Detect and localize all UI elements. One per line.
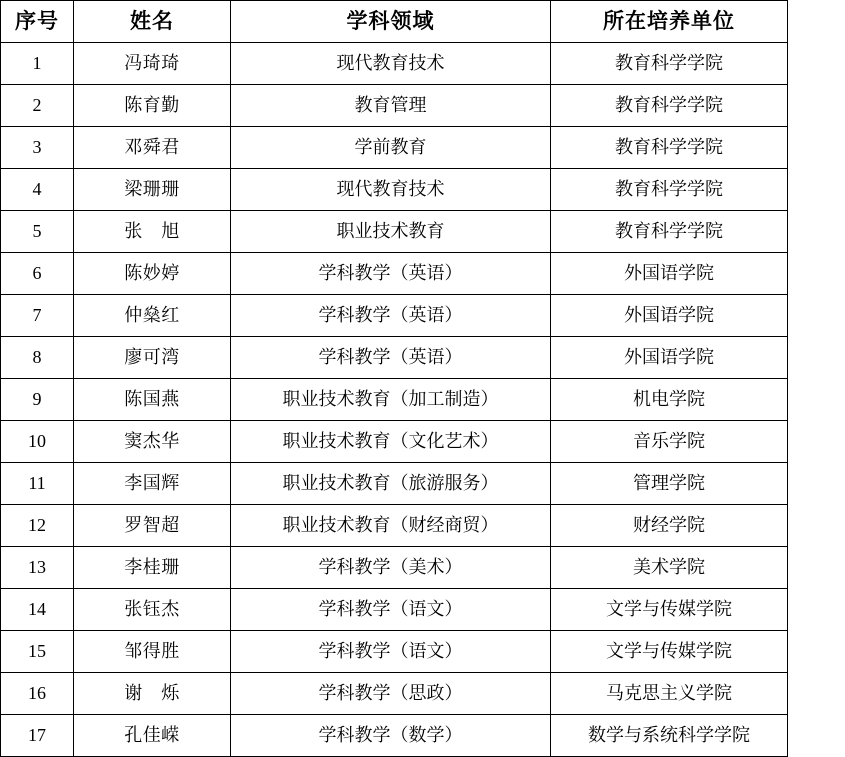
cell-index: 4: [1, 169, 74, 211]
cell-name: 廖可湾: [74, 337, 231, 379]
table-row: [1, 505, 788, 547]
table-row: [1, 43, 788, 85]
cell-name: 谢 烁: [74, 673, 231, 715]
column-header-field: 学科领域: [231, 1, 551, 43]
table-row: [1, 211, 788, 253]
cell-field: 现代教育技术: [231, 43, 551, 85]
cell-index: 13: [1, 547, 74, 589]
cell-field: 职业技术教育（加工制造）: [231, 379, 551, 421]
table-row: [1, 295, 788, 337]
cell-name: 陈国燕: [74, 379, 231, 421]
table-row: [1, 631, 788, 673]
cell-name: 邓舜君: [74, 127, 231, 169]
table-row: [1, 337, 788, 379]
cell-unit: 数学与系统科学学院: [551, 715, 788, 757]
cell-index: 7: [1, 295, 74, 337]
cell-unit: 机电学院: [551, 379, 788, 421]
cell-index: 16: [1, 673, 74, 715]
table-row: [1, 127, 788, 169]
cell-unit: 文学与传媒学院: [551, 631, 788, 673]
cell-name: 罗智超: [74, 505, 231, 547]
table-body: [1, 43, 788, 757]
cell-index: 5: [1, 211, 74, 253]
cell-name: 张钰杰: [74, 589, 231, 631]
cell-field: 学科教学（语文）: [231, 631, 551, 673]
cell-name: 陈妙婷: [74, 253, 231, 295]
cell-unit: 教育科学学院: [551, 169, 788, 211]
table-header: [1, 1, 788, 43]
cell-index: 14: [1, 589, 74, 631]
cell-field: 学科教学（语文）: [231, 589, 551, 631]
table-row: [1, 421, 788, 463]
cell-name: 窦杰华: [74, 421, 231, 463]
cell-name: 梁珊珊: [74, 169, 231, 211]
cell-unit: 教育科学学院: [551, 127, 788, 169]
cell-unit: 音乐学院: [551, 421, 788, 463]
cell-field: 职业技术教育: [231, 211, 551, 253]
cell-unit: 外国语学院: [551, 295, 788, 337]
cell-name: 张 旭: [74, 211, 231, 253]
cell-unit: 管理学院: [551, 463, 788, 505]
cell-unit: 外国语学院: [551, 337, 788, 379]
cell-index: 11: [1, 463, 74, 505]
cell-field: 学科教学（美术）: [231, 547, 551, 589]
column-header-unit: 所在培养单位: [551, 1, 788, 43]
cell-index: 9: [1, 379, 74, 421]
cell-unit: 教育科学学院: [551, 85, 788, 127]
cell-name: 陈育勤: [74, 85, 231, 127]
cell-index: 6: [1, 253, 74, 295]
cell-index: 17: [1, 715, 74, 757]
table-row: [1, 169, 788, 211]
cell-name: 孔佳嵘: [74, 715, 231, 757]
cell-unit: 教育科学学院: [551, 211, 788, 253]
cell-unit: 外国语学院: [551, 253, 788, 295]
cell-unit: 马克思主义学院: [551, 673, 788, 715]
cell-index: 8: [1, 337, 74, 379]
cell-field: 现代教育技术: [231, 169, 551, 211]
cell-unit: 美术学院: [551, 547, 788, 589]
cell-index: 10: [1, 421, 74, 463]
cell-index: 15: [1, 631, 74, 673]
table-row: [1, 589, 788, 631]
cell-field: 学前教育: [231, 127, 551, 169]
cell-unit: 财经学院: [551, 505, 788, 547]
cell-field: 职业技术教育（文化艺术）: [231, 421, 551, 463]
column-header-index: 序号: [1, 1, 74, 43]
cell-field: 学科教学（英语）: [231, 295, 551, 337]
cell-name: 仲燊红: [74, 295, 231, 337]
cell-name: 邹得胜: [74, 631, 231, 673]
cell-unit: 教育科学学院: [551, 43, 788, 85]
cell-unit: 文学与传媒学院: [551, 589, 788, 631]
column-header-name: 姓名: [74, 1, 231, 43]
cell-field: 学科教学（英语）: [231, 253, 551, 295]
table-row: [1, 463, 788, 505]
header-row: [1, 1, 788, 43]
cell-field: 职业技术教育（旅游服务）: [231, 463, 551, 505]
table-row: [1, 715, 788, 757]
cell-field: 教育管理: [231, 85, 551, 127]
cell-name: 李国辉: [74, 463, 231, 505]
cell-index: 1: [1, 43, 74, 85]
cell-index: 2: [1, 85, 74, 127]
cell-name: 李桂珊: [74, 547, 231, 589]
table-row: [1, 673, 788, 715]
table-row: [1, 253, 788, 295]
cell-name: 冯琦琦: [74, 43, 231, 85]
table-row: [1, 379, 788, 421]
cell-index: 12: [1, 505, 74, 547]
cell-field: 学科教学（思政）: [231, 673, 551, 715]
table-row: [1, 85, 788, 127]
table-row: [1, 547, 788, 589]
cell-field: 职业技术教育（财经商贸）: [231, 505, 551, 547]
cell-field: 学科教学（数学）: [231, 715, 551, 757]
cell-field: 学科教学（英语）: [231, 337, 551, 379]
cell-index: 3: [1, 127, 74, 169]
